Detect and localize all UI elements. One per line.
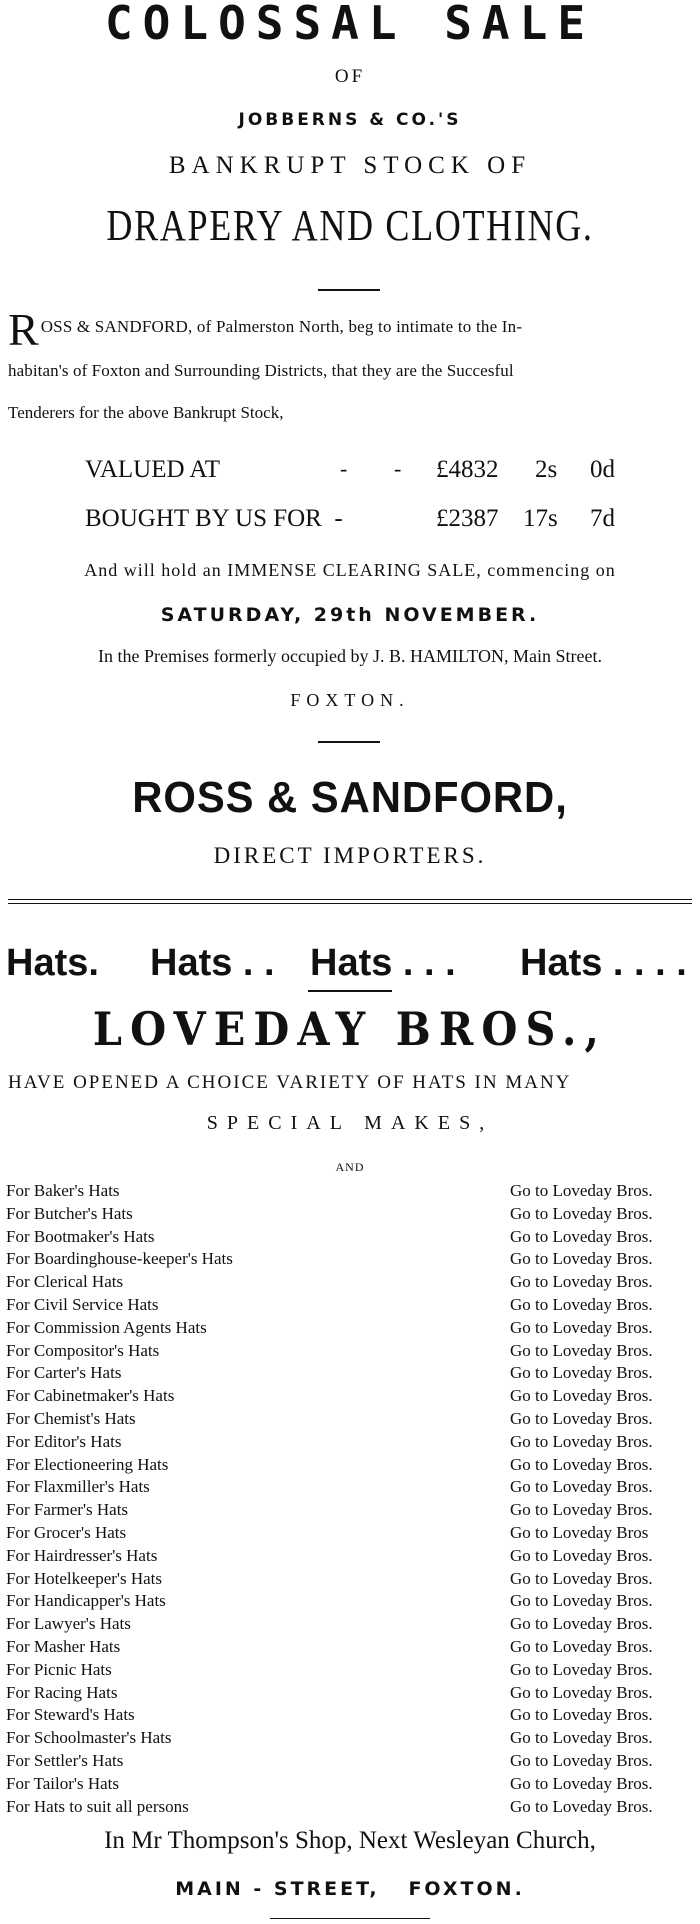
valued-pounds: £4832 xyxy=(436,456,499,483)
valued-label: VALUED AT xyxy=(85,456,220,483)
hat-type: For Compositor's Hats xyxy=(6,1340,160,1360)
advertiser-name: ROSS & SANDFORD, xyxy=(132,773,568,822)
advertiser-role: DIRECT IMPORTERS. xyxy=(213,843,487,868)
hat-type: For Lawyer's Hats xyxy=(6,1614,131,1634)
hat-type: For Farmer's Hats xyxy=(6,1500,129,1520)
hat-list-row xyxy=(6,1180,700,1203)
sale-announcement: And will hold an IMMENSE CLEARING SALE, commencing on xyxy=(84,560,616,580)
go-to-loveday: Go to Loveday Bros. xyxy=(510,1705,653,1725)
hat-type: For Electioneering Hats xyxy=(6,1454,169,1474)
hats-word-4: Hats . . . . xyxy=(520,942,687,984)
go-to-loveday: Go to Loveday Bros. xyxy=(510,1317,653,1337)
valued-dash-1: - xyxy=(340,456,348,481)
go-to-loveday: Go to Loveday Bros. xyxy=(510,1636,653,1656)
hat-type: For Picnic Hats xyxy=(6,1659,112,1679)
hat-list-row xyxy=(6,1796,700,1819)
intro-line-1: OSS & SANDFORD, of Palmerston North, beg to intimate to the In- xyxy=(40,317,523,336)
hats-banner xyxy=(0,942,700,992)
hat-list xyxy=(6,1180,700,1818)
sale-premises: In the Premises formerly occupied by J. B. HAMILTON, Main Street. xyxy=(98,646,602,666)
go-to-loveday: Go to Loveday Bros. xyxy=(510,1796,653,1816)
bought-row xyxy=(0,505,700,545)
go-to-loveday: Go to Loveday Bros. xyxy=(510,1386,653,1406)
hat-type: For Butcher's Hats xyxy=(6,1203,133,1223)
sale-town: FOXTON. xyxy=(290,690,410,710)
go-to-loveday: Go to Loveday Bros. xyxy=(510,1408,653,1428)
loveday-bros-title: LOVEDAY BROS., xyxy=(92,1002,608,1056)
go-to-loveday: Go to Loveday Bros. xyxy=(510,1477,653,1497)
street-address: MAIN - STREET, FOXTON. xyxy=(175,1878,525,1900)
hats-word-1: Hats. xyxy=(6,942,99,984)
hat-type: For Tailor's Hats xyxy=(6,1773,119,1793)
go-to-loveday: Go to Loveday Bros. xyxy=(510,1591,653,1611)
hat-type: For Carter's Hats xyxy=(6,1363,122,1383)
hat-list-row xyxy=(6,1248,700,1271)
go-to-loveday: Go to Loveday Bros. xyxy=(510,1226,653,1246)
hat-type: For Masher Hats xyxy=(6,1636,121,1656)
hat-list-row xyxy=(6,1454,700,1477)
hat-type: For Steward's Hats xyxy=(6,1705,135,1725)
company-name: JOBBERNS & CO.'S xyxy=(238,110,462,130)
go-to-loveday: Go to Loveday Bros. xyxy=(510,1500,653,1520)
hat-list-row xyxy=(6,1522,700,1545)
bought-label: BOUGHT BY US FOR - xyxy=(85,505,343,532)
hats-word-2: Hats . . xyxy=(150,942,275,984)
bought-pence: 7d xyxy=(590,505,615,532)
hat-type: For Racing Hats xyxy=(6,1682,118,1702)
valued-pence: 0d xyxy=(590,456,615,483)
hat-type: For Bootmaker's Hats xyxy=(6,1226,155,1246)
go-to-loveday: Go to Loveday Bros. xyxy=(510,1363,653,1383)
hat-type: For Hairdresser's Hats xyxy=(6,1545,158,1565)
shop-address: In Mr Thompson's Shop, Next Wesleyan Church, xyxy=(104,1827,596,1854)
headline-colossal-sale: COLOSSAL SALE xyxy=(104,0,596,50)
bankrupt-stock-line: BANKRUPT STOCK OF xyxy=(168,152,532,179)
hat-list-row xyxy=(6,1499,700,1522)
go-to-loveday: Go to Loveday Bros xyxy=(510,1522,649,1542)
hat-type: For Commission Agents Hats xyxy=(6,1317,207,1337)
go-to-loveday: Go to Loveday Bros. xyxy=(510,1773,653,1793)
hat-type: For Baker's Hats xyxy=(6,1181,120,1200)
hat-type: For Hats to suit all persons xyxy=(6,1796,189,1816)
special-makes: SPECIAL MAKES, xyxy=(206,1112,494,1134)
hat-list-row xyxy=(6,1385,700,1408)
go-to-loveday: Go to Loveday Bros. xyxy=(510,1249,653,1269)
valued-shillings: 2s xyxy=(535,456,558,483)
hat-list-row xyxy=(6,1590,700,1613)
hat-list-row xyxy=(6,1613,700,1636)
go-to-loveday: Go to Loveday Bros. xyxy=(510,1614,653,1634)
bought-shillings: 17s xyxy=(523,505,558,532)
go-to-loveday: Go to Loveday Bros. xyxy=(510,1750,653,1770)
hat-type: For Chemist's Hats xyxy=(6,1408,136,1428)
go-to-loveday: Go to Loveday Bros. xyxy=(510,1203,653,1223)
ad-separator-bottom xyxy=(8,903,692,904)
go-to-loveday: Go to Loveday Bros. xyxy=(510,1181,653,1200)
hat-list-row xyxy=(6,1203,700,1226)
go-to-loveday: Go to Loveday Bros. xyxy=(510,1682,653,1702)
hats-underline xyxy=(308,990,392,992)
hat-list-row xyxy=(6,1636,700,1659)
go-to-loveday: Go to Loveday Bros. xyxy=(510,1545,653,1565)
go-to-loveday: Go to Loveday Bros. xyxy=(510,1568,653,1588)
go-to-loveday: Go to Loveday Bros. xyxy=(510,1294,653,1314)
hat-list-row xyxy=(6,1568,700,1591)
bottom-rule xyxy=(270,1918,430,1919)
hat-list-row xyxy=(6,1226,700,1249)
valued-row xyxy=(0,456,700,496)
opened-line: HAVE OPENED A CHOICE VARIETY OF HATS IN MANY xyxy=(8,1072,572,1093)
hats-word-3: Hats . . . xyxy=(310,942,456,984)
sale-date: SATURDAY, 29th NOVEMBER. xyxy=(160,604,540,626)
hat-type: For Editor's Hats xyxy=(6,1431,122,1451)
hat-list-row xyxy=(6,1659,700,1682)
ad-separator-top xyxy=(8,899,692,900)
headline-of: OF xyxy=(334,66,366,87)
hat-type: For Boardinghouse-keeper's Hats xyxy=(6,1249,233,1269)
bought-pounds: £2387 xyxy=(436,505,499,532)
hat-type: For Cabinetmaker's Hats xyxy=(6,1386,175,1406)
hat-list-row xyxy=(6,1431,700,1454)
divider-short-2 xyxy=(318,741,380,743)
hat-type: For Civil Service Hats xyxy=(6,1294,159,1314)
hat-list-row xyxy=(6,1317,700,1340)
divider-short xyxy=(318,289,380,291)
hat-list-row xyxy=(6,1773,700,1796)
intro-line-3: Tenderers for the above Bankrupt Stock, xyxy=(8,403,284,422)
hat-list-row xyxy=(6,1271,700,1294)
hat-type: For Schoolmaster's Hats xyxy=(6,1728,172,1748)
hat-list-row xyxy=(6,1340,700,1363)
hat-type: For Grocer's Hats xyxy=(6,1522,127,1542)
hat-list-row xyxy=(6,1704,700,1727)
go-to-loveday: Go to Loveday Bros. xyxy=(510,1340,653,1360)
hat-list-row xyxy=(6,1408,700,1431)
and-label: AND xyxy=(335,1160,365,1174)
hat-list-row xyxy=(6,1294,700,1317)
go-to-loveday: Go to Loveday Bros. xyxy=(510,1659,653,1679)
valued-dash-2: - xyxy=(394,456,402,481)
hat-type: For Hotelkeeper's Hats xyxy=(6,1568,163,1588)
drop-cap: R xyxy=(8,304,39,355)
goods-headline: DRAPERY AND CLOTHING. xyxy=(106,201,594,250)
go-to-loveday: Go to Loveday Bros. xyxy=(510,1728,653,1748)
hat-list-row xyxy=(6,1545,700,1568)
intro-line-2: habitan's of Foxton and Surrounding Districts, that they are the Succesful xyxy=(8,361,514,380)
hat-type: For Handicapper's Hats xyxy=(6,1591,166,1611)
hat-list-row xyxy=(6,1362,700,1385)
hat-type: For Clerical Hats xyxy=(6,1272,124,1292)
hat-type: For Flaxmiller's Hats xyxy=(6,1477,150,1497)
go-to-loveday: Go to Loveday Bros. xyxy=(510,1272,653,1292)
hat-list-row xyxy=(6,1682,700,1705)
hat-list-row xyxy=(6,1476,700,1499)
hat-type: For Settler's Hats xyxy=(6,1750,124,1770)
hat-list-row xyxy=(6,1727,700,1750)
go-to-loveday: Go to Loveday Bros. xyxy=(510,1454,653,1474)
intro-paragraph xyxy=(8,306,700,434)
go-to-loveday: Go to Loveday Bros. xyxy=(510,1431,653,1451)
hat-list-row xyxy=(6,1750,700,1773)
